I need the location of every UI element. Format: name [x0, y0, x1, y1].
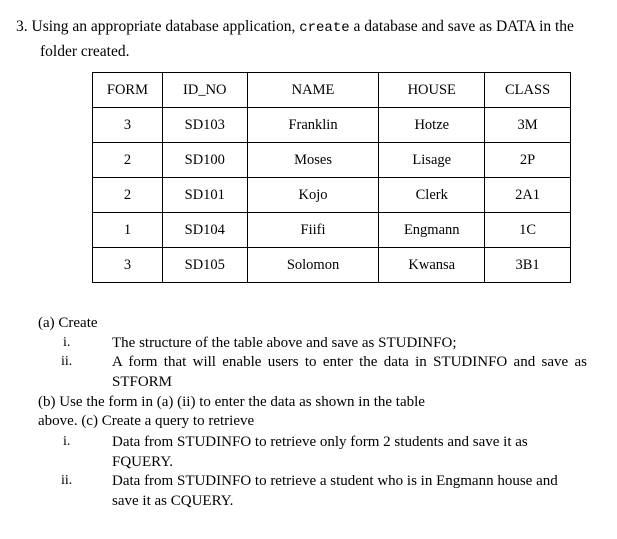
- cell-form: 2: [93, 143, 163, 178]
- question-text-part2: a database and save as DATA in the: [353, 18, 574, 35]
- cell-name: Solomon: [247, 248, 379, 283]
- part-b-line-1: (b) Use the form in (a) (ii) to enter the data as shown in the table: [38, 394, 425, 410]
- cell-house: Kwansa: [379, 248, 485, 283]
- header-class: CLASS: [485, 73, 571, 108]
- table-row: [93, 108, 571, 143]
- cell-name: Kojo: [247, 178, 379, 213]
- cell-id-no: SD105: [162, 248, 247, 283]
- part-a-item-2-text: A form that will enable users to enter the data in STUDINFO and save as STFORM: [112, 354, 587, 390]
- cell-house: Clerk: [379, 178, 485, 213]
- cell-house: Lisage: [379, 143, 485, 178]
- cell-house: Engmann: [379, 213, 485, 248]
- part-c-item-2-number: ii.: [61, 473, 73, 488]
- cell-class: 3M: [485, 108, 571, 143]
- part-c-item-1-text: Data from STUDINFO to retrieve only form 2 students and save it as FQUERY.: [112, 434, 528, 470]
- question-heading: [16, 15, 601, 64]
- table-row: [93, 178, 571, 213]
- cell-name: Franklin: [247, 108, 379, 143]
- cell-house: Hotze: [379, 108, 485, 143]
- table-row: [93, 213, 571, 248]
- header-name: NAME: [247, 73, 379, 108]
- header-id-no: ID_NO: [162, 73, 247, 108]
- cell-form: 3: [93, 248, 163, 283]
- part-a-item-2-number: ii.: [61, 354, 73, 369]
- cell-id-no: SD104: [162, 213, 247, 248]
- part-b-line-2: above. (c) Create a query to retrieve: [38, 413, 255, 429]
- cell-id-no: SD101: [162, 178, 247, 213]
- header-house: HOUSE: [379, 73, 485, 108]
- question-text-line2: folder created.: [40, 43, 130, 60]
- header-form: FORM: [93, 73, 163, 108]
- cell-form: 1: [93, 213, 163, 248]
- table-row: [93, 143, 571, 178]
- cell-class: 1C: [485, 213, 571, 248]
- question-text-create: create: [299, 20, 350, 36]
- cell-form: 2: [93, 178, 163, 213]
- part-c-item-2-text: Data from STUDINFO to retrieve a student who is in Engmann house and save it as CQUERY.: [112, 473, 558, 509]
- cell-class: 3B1: [485, 248, 571, 283]
- cell-name: Moses: [247, 143, 379, 178]
- question-text-part1: Using an appropriate database application,: [31, 18, 296, 35]
- part-a-label: (a) Create: [38, 315, 98, 331]
- table-row: [93, 248, 571, 283]
- table-header-row: [93, 73, 571, 108]
- cell-id-no: SD100: [162, 143, 247, 178]
- question-number: 3.: [16, 18, 28, 35]
- cell-id-no: SD103: [162, 108, 247, 143]
- student-table: [92, 72, 571, 283]
- cell-class: 2P: [485, 143, 571, 178]
- part-a-item-1-text: The structure of the table above and save as STUDINFO;: [112, 335, 457, 351]
- part-a-item-1-number: i.: [63, 335, 71, 350]
- cell-class: 2A1: [485, 178, 571, 213]
- cell-name: Fiifi: [247, 213, 379, 248]
- cell-form: 3: [93, 108, 163, 143]
- part-c-item-1-number: i.: [63, 434, 71, 449]
